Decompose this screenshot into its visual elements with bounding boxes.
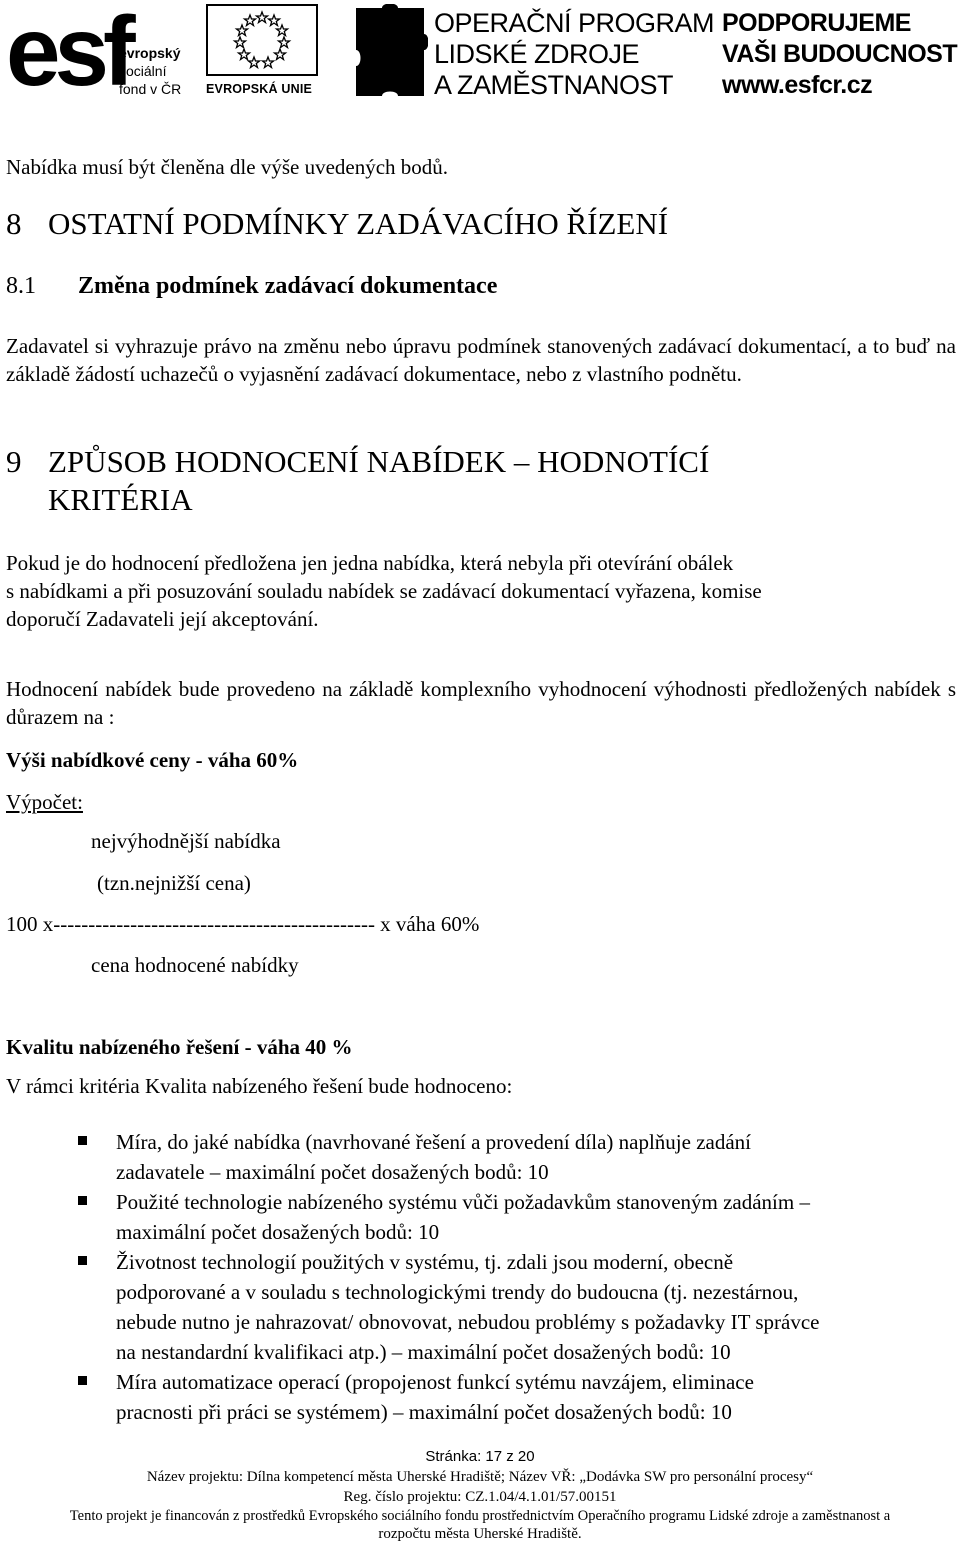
formula-denominator: cena hodnocené nabídky <box>91 953 299 977</box>
section-8-1-heading <box>6 271 497 301</box>
footer-funding-cont: rozpočtu města Uherské Hradiště. <box>378 1526 582 1542</box>
footer-registration: Reg. číslo projektu: CZ.1.04/4.1.01/57.00151 <box>343 1489 617 1505</box>
eu-logo <box>206 4 318 100</box>
esf-logo-letters: esf <box>6 0 130 106</box>
slogan-line: PODPORUJEME <box>722 9 911 37</box>
section-number: 9 <box>6 444 22 479</box>
formula-numerator-1: nejvýhodnější nabídka <box>91 829 281 853</box>
text-line: Pokud je do hodnocení předložena jen jedna nabídka, která nebyla při otevírání obálek <box>6 551 734 575</box>
text-line: Míra automatizace operací (propojenost funkcí sytému navzájem, eliminace <box>116 1370 754 1394</box>
esf-logo <box>0 0 200 106</box>
calculation-label: Výpočet: <box>6 790 83 814</box>
criteria-list <box>78 1127 958 1427</box>
puzzle-icon <box>352 4 428 100</box>
slogan-url: www.esfcr.cz <box>722 71 873 99</box>
slogan <box>722 8 957 101</box>
section-9-paragraph-1 <box>6 549 956 633</box>
criterion-2-intro: V rámci kritéria Kvalita nabízeného řešení bude hodnoceno: <box>6 1074 513 1098</box>
esf-logo-line: sociální <box>119 63 167 79</box>
section-9-paragraph-2: Hodnocení nabídek bude provedeno na základě komplexního vyhodnocení výhodnosti předložených nabídek s důrazem na : <box>6 677 956 729</box>
section-title: ZPŮSOB HODNOCENÍ NABÍDEK – HODNOTÍCÍ <box>48 444 710 479</box>
program-line: OPERAČNÍ PROGRAM <box>434 8 715 38</box>
eu-logo-label: EVROPSKÁ UNIE <box>206 82 313 96</box>
text-line: Míra, do jaké nabídka (navrhované řešení a provedení díla) naplňuje zadání <box>116 1130 751 1154</box>
section-number: 8 <box>6 206 22 241</box>
bullet-icon <box>78 1256 87 1265</box>
section-title: Změna podmínek zadávací dokumentace <box>78 273 498 299</box>
esf-logo-text <box>119 44 181 98</box>
list-item <box>78 1367 958 1427</box>
section-title-cont: KRITÉRIA <box>48 482 193 517</box>
text-line: s nabídkami a při posuzování souladu nabídek se zadávací dokumentací vyřazena, komise <box>6 579 762 603</box>
bullet-icon <box>78 1376 87 1385</box>
bullet-icon <box>78 1136 87 1145</box>
formula-main-line: 100 x---------------------------------------------- x váha 60% <box>6 912 480 936</box>
eu-flag-icon <box>206 4 318 76</box>
list-item <box>78 1247 958 1367</box>
text-line: zadavatele – maximální počet dosažených bodů: 10 <box>116 1160 549 1184</box>
section-title: OSTATNÍ PODMÍNKY ZADÁVACÍHO ŘÍZENÍ <box>48 206 669 241</box>
text-line: doporučí Zadavateli její akceptování. <box>6 607 319 631</box>
slogan-line: VAŠI BUDOUCNOST <box>722 40 958 68</box>
esf-logo-line: fond v ČR <box>119 81 182 97</box>
formula-numerator-2: (tzn.nejnižší cena) <box>97 871 251 895</box>
criterion-2-title: Kvalitu nabízeného řešení - váha 40 % <box>6 1035 353 1059</box>
text-line: na nestandardní kvalifikaci atp.) – maximální počet dosažených bodů: 10 <box>116 1340 731 1364</box>
bullet-icon <box>78 1196 87 1205</box>
intro-paragraph: Nabídka musí být členěna dle výše uvedených bodů. <box>6 155 449 179</box>
list-item <box>78 1187 958 1247</box>
esf-logo-line: evropský <box>119 45 181 61</box>
section-8-1-text: Zadavatel si vyhrazuje právo na změnu nebo úpravu podmínek stanovených zadávací dokumentací, a to buď na základě žádostí uchazečů o vyjasnění zadávací dokumentace, nebo z vlastního podnětu. <box>6 334 956 386</box>
section-9-heading <box>6 443 906 519</box>
footer-project-name: Název projektu: Dílna kompetencí města Uherské Hradiště; Název VŘ: „Dodávka SW pro personální procesy“ <box>146 1469 814 1485</box>
text-line: podporované a v souladu s technologickými trendy do budoucna (tj. nezestárnou, <box>116 1280 799 1304</box>
text-line: Životnost technologií použitých v systému, tj. zdali jsou moderní, obecně <box>116 1250 734 1274</box>
list-item <box>78 1127 958 1187</box>
text-line: Použité technologie nabízeného systému vůči požadavkům stanoveným zadáním – <box>116 1190 810 1214</box>
footer-funding: Tento projekt je financován z prostředků Evropského sociálního fondu prostřednictvím Operačního programu Lidské zdroje a zaměstnanost a <box>69 1508 891 1524</box>
section-number: 8.1 <box>6 273 36 299</box>
text-line: maximální počet dosažených bodů: 10 <box>116 1220 440 1244</box>
program-title <box>434 8 714 101</box>
section-8-heading <box>6 205 668 243</box>
program-line: A ZAMĚSTNANOST <box>434 70 674 100</box>
text-line: pracnosti při práci se systémem) – maximální počet dosažených bodů: 10 <box>116 1400 732 1424</box>
page-number: Stránka: 17 z 20 <box>425 1448 535 1465</box>
criterion-1-title: Výši nabídkové ceny - váha 60% <box>6 748 299 772</box>
text-line: nebude nutno je nahrazovat/ obnovovat, nebudou problémy s požadavky IT správce <box>116 1310 820 1334</box>
program-line: LIDSKÉ ZDROJE <box>434 39 640 69</box>
